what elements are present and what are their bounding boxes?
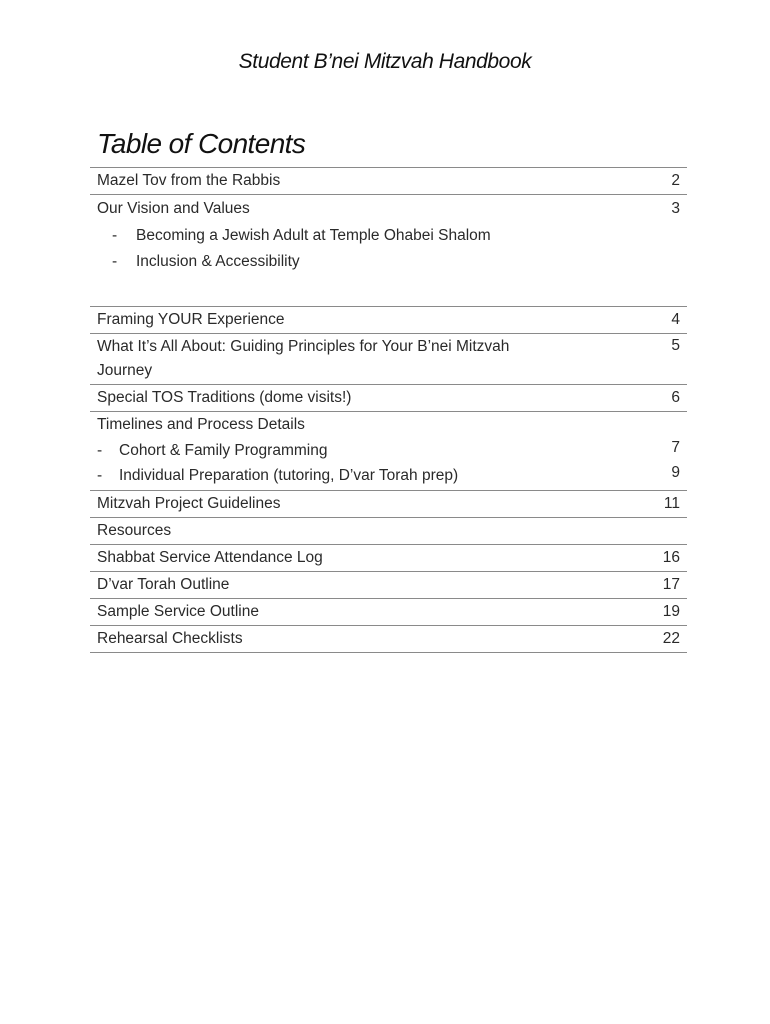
table-of-contents xyxy=(90,167,687,653)
toc-page-number: 19 xyxy=(662,603,680,620)
toc-page-number: 22 xyxy=(662,630,680,647)
toc-entry[interactable] xyxy=(90,545,687,572)
toc-subentry-title: Inclusion & Accessibility xyxy=(136,253,300,270)
toc-subentry-title: Individual Preparation (tutoring, D’var Torah prep) xyxy=(119,467,459,484)
toc-page-number: 5 xyxy=(671,337,680,354)
toc-entry-title: Resources xyxy=(97,522,172,539)
toc-heading: Table of Contents xyxy=(97,128,306,159)
toc-entry[interactable] xyxy=(90,572,687,599)
toc-page-number: 17 xyxy=(662,576,680,593)
toc-entry-title: What It’s All About: Guiding Principles for Your B’nei Mitzvah Journey xyxy=(97,338,510,379)
bullet-dash: - xyxy=(112,253,118,270)
bullet-dash: - xyxy=(97,467,103,484)
toc-entry[interactable] xyxy=(90,334,687,385)
toc-entry[interactable] xyxy=(90,168,687,195)
toc-entry[interactable] xyxy=(90,599,687,626)
toc-entry-title: Sample Service Outline xyxy=(97,603,259,620)
toc-entry-title: Mitzvah Project Guidelines xyxy=(97,495,281,512)
toc-page-number: 7 xyxy=(671,439,680,456)
toc-page-number: 3 xyxy=(671,200,680,217)
toc-subentry-title: Cohort & Family Programming xyxy=(119,442,328,459)
toc-entry-title: Our Vision and Values xyxy=(97,200,250,217)
toc-subentry-title: Becoming a Jewish Adult at Temple Ohabei Shalom xyxy=(136,227,491,244)
toc-page-number: 6 xyxy=(671,389,680,406)
toc-entry-title: Timelines and Process Details xyxy=(97,416,305,433)
toc-entry[interactable] xyxy=(90,195,687,307)
toc-entry[interactable] xyxy=(90,307,687,334)
toc-subentry[interactable] xyxy=(90,249,687,275)
toc-entry[interactable] xyxy=(90,518,687,545)
toc-subentry[interactable] xyxy=(90,223,687,249)
toc-entry-title: Framing YOUR Experience xyxy=(97,311,285,328)
toc-page-number: 2 xyxy=(671,172,680,189)
toc-entry-title: D’var Torah Outline xyxy=(97,576,230,593)
toc-page-number: 11 xyxy=(663,495,680,512)
toc-entry-title: Mazel Tov from the Rabbis xyxy=(97,172,281,189)
toc-entry-title: Shabbat Service Attendance Log xyxy=(97,549,323,566)
toc-page-number: 9 xyxy=(671,464,680,481)
bullet-dash: - xyxy=(97,442,103,459)
toc-entry[interactable] xyxy=(90,626,687,653)
toc-entry[interactable] xyxy=(90,385,687,412)
toc-subentry[interactable] xyxy=(90,438,687,463)
bullet-dash: - xyxy=(112,227,118,244)
toc-entry[interactable] xyxy=(90,491,687,518)
toc-page-number: 4 xyxy=(671,311,680,328)
toc-entry-title: Special TOS Traditions (dome visits!) xyxy=(97,389,352,406)
toc-subentry[interactable] xyxy=(90,463,687,488)
toc-entry[interactable] xyxy=(90,412,687,491)
document-header: Student B’nei Mitzvah Handbook xyxy=(238,50,532,73)
toc-page-number: 16 xyxy=(662,549,680,566)
toc-entry-title: Rehearsal Checklists xyxy=(97,630,243,647)
